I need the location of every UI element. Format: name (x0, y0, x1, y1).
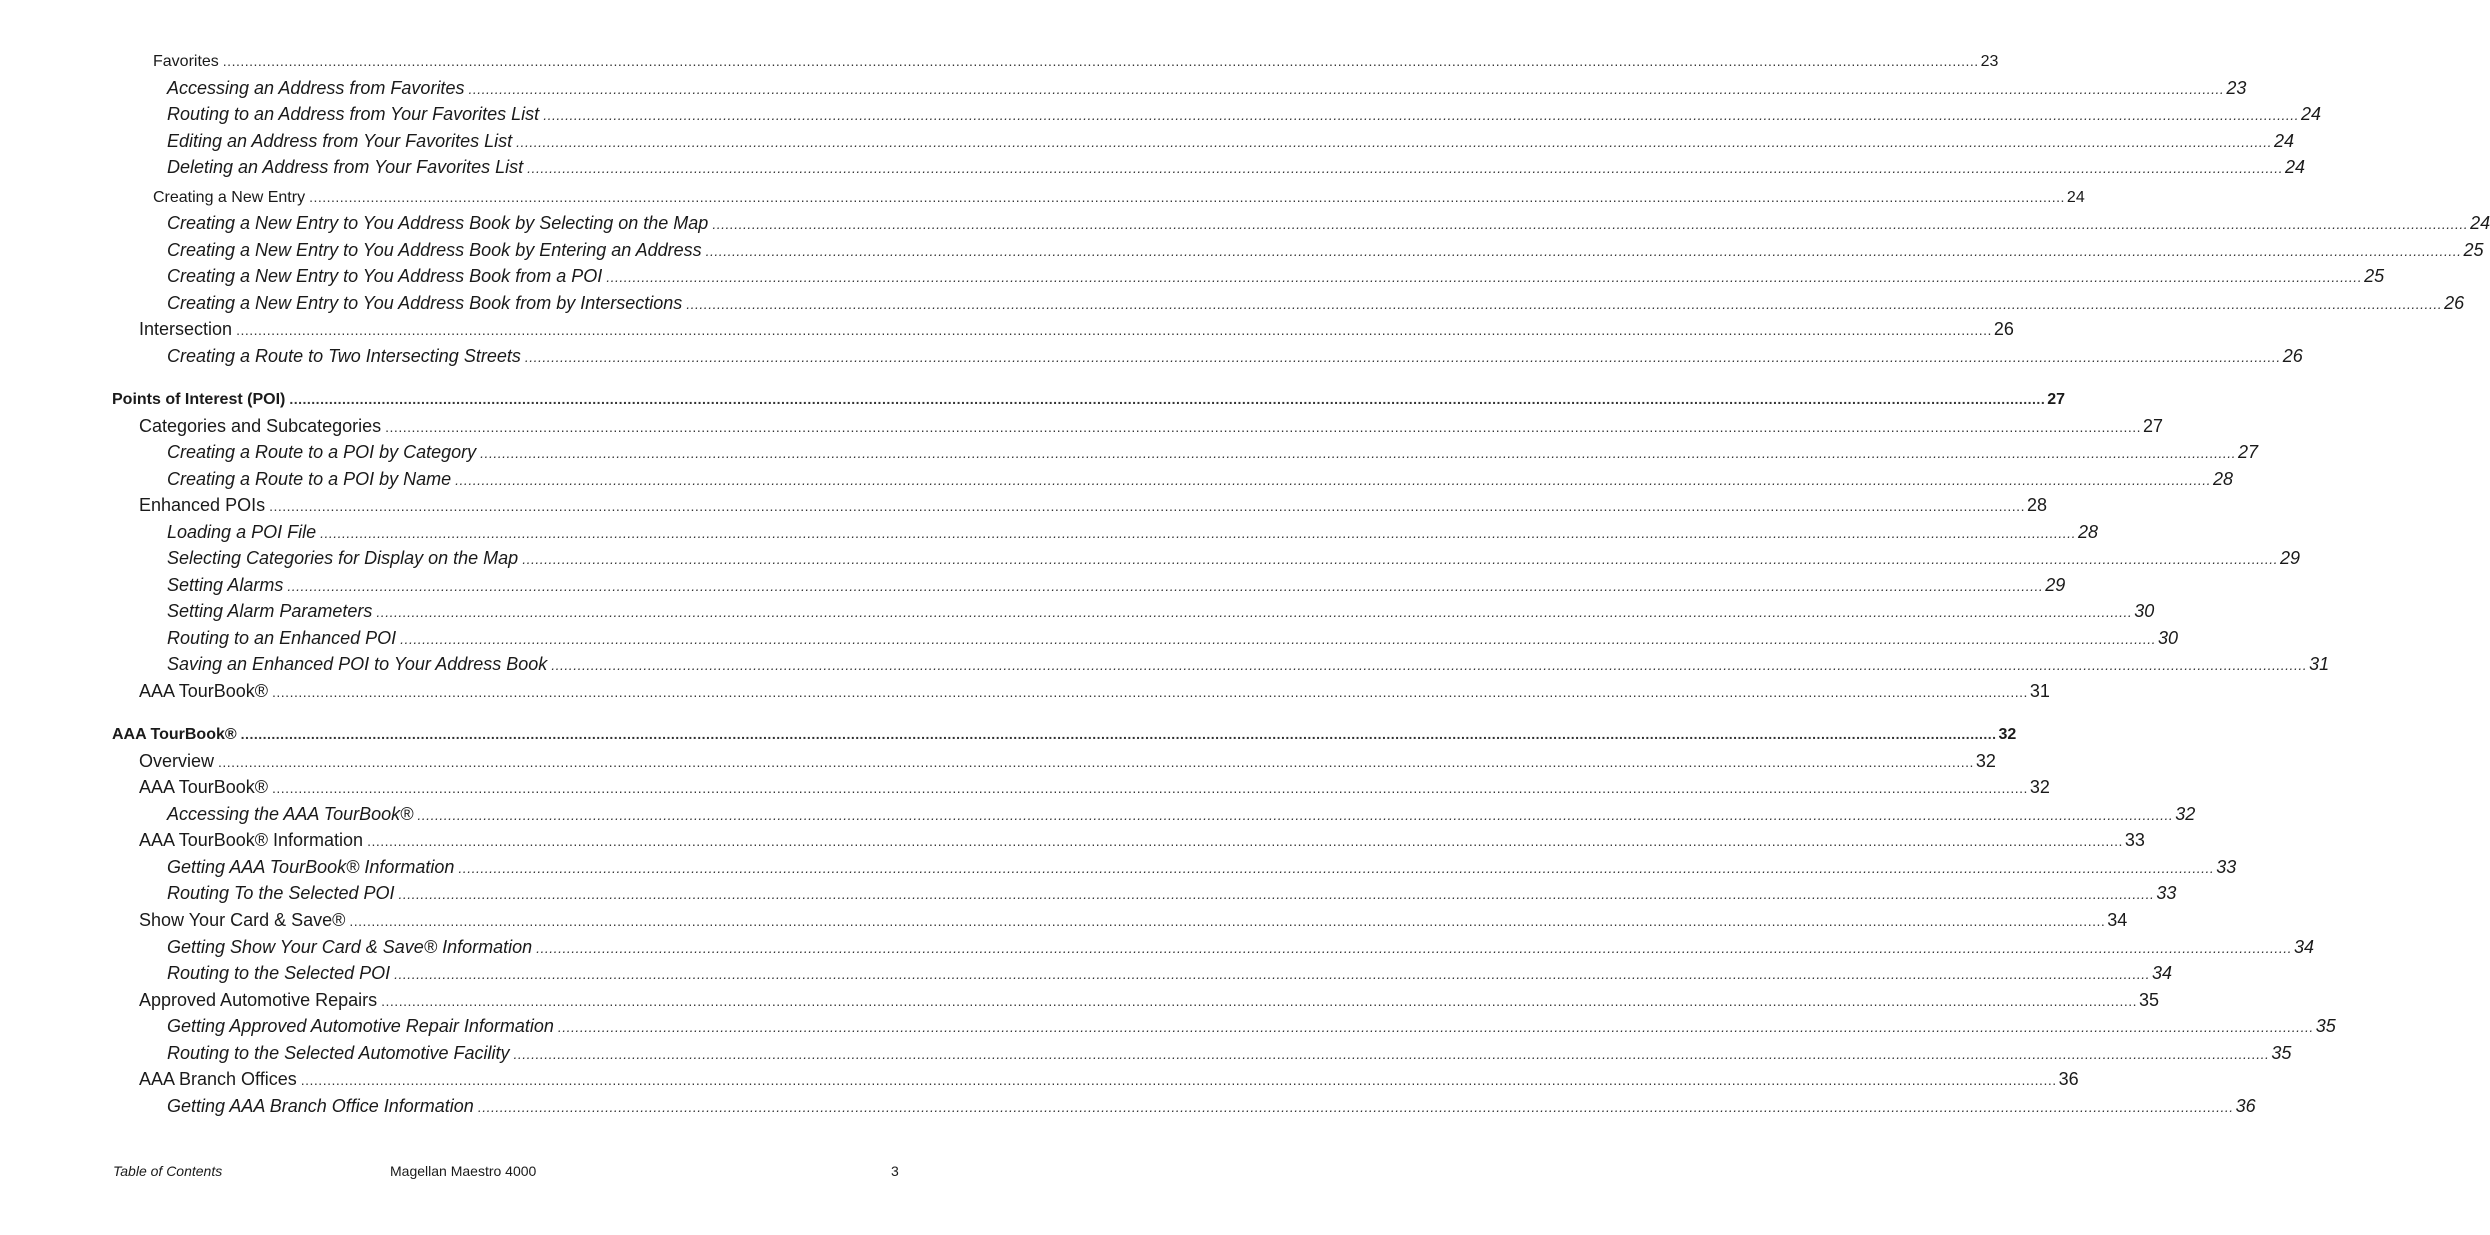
toc-entry-page-number: 35 (2271, 1043, 2292, 1063)
toc-entry-page-number: 35 (2139, 990, 2160, 1010)
toc-entry-page-number: 27 (2238, 442, 2259, 462)
toc-entry[interactable] (139, 317, 2014, 342)
toc-entry-page-number: 32 (1975, 751, 1996, 771)
toc-entry-page-number: 26 (2444, 293, 2465, 313)
dot-leader: ................................................................................................................................................................................................................................................................................................................................................................................................................ (349, 913, 2106, 929)
dot-leader: ................................................................................................................................................................................................................................................................................................................................................................................................................ (606, 269, 2363, 285)
dot-leader: ................................................................................................................................................................................................................................................................................................................................................................................................................ (222, 53, 1979, 69)
toc-entry-page-number: 28 (2213, 469, 2234, 489)
toc-entry-title: Routing to an Address from Your Favorites List (167, 104, 540, 124)
toc-entry[interactable] (167, 291, 2465, 316)
toc-entry[interactable] (112, 722, 2017, 747)
dot-leader: ................................................................................................................................................................................................................................................................................................................................................................................................................ (289, 391, 2046, 407)
toc-entry-page-number: 24 (2470, 213, 2490, 233)
toc-entry[interactable] (153, 49, 1999, 74)
toc-entry-page-number: 24 (2285, 157, 2306, 177)
toc-entry[interactable] (167, 626, 2179, 651)
dot-leader: ................................................................................................................................................................................................................................................................................................................................................................................................................ (376, 604, 2133, 620)
dot-leader: ................................................................................................................................................................................................................................................................................................................................................................................................................ (218, 754, 1974, 770)
toc-entry-title: AAA TourBook® (112, 726, 237, 743)
toc-entry[interactable] (167, 599, 2155, 624)
toc-entry-title: Creating a Route to a POI by Category (167, 442, 477, 462)
toc-entry-title: Approved Automotive Repairs (139, 990, 378, 1010)
dot-leader: ................................................................................................................................................................................................................................................................................................................................................................................................................ (400, 631, 2157, 647)
toc-entry[interactable] (167, 467, 2234, 492)
toc-entry-page-number: 27 (2143, 416, 2164, 436)
toc-entry-page-number: 23 (2226, 78, 2247, 98)
toc-entry[interactable] (167, 211, 2490, 236)
toc-entry-title: Creating a New Entry to You Address Book by Entering an Address (167, 240, 702, 260)
toc-entry-page-number: 24 (2066, 189, 2085, 206)
toc-entry-title: Getting AAA TourBook® Information (167, 857, 455, 877)
toc-entry-page-number: 31 (2309, 654, 2330, 674)
toc-entry-page-number: 34 (2107, 910, 2128, 930)
toc-entry-page-number: 36 (2235, 1096, 2256, 1116)
toc-entry[interactable] (167, 1094, 2256, 1119)
toc-entry-title: Show Your Card & Save® (139, 910, 346, 930)
toc-entry-page-number: 29 (2280, 548, 2301, 568)
toc-entry-title: AAA Branch Offices (139, 1069, 297, 1089)
toc-entry-title: Accessing an Address from Favorites (167, 78, 465, 98)
dot-leader: ................................................................................................................................................................................................................................................................................................................................................................................................................ (480, 445, 2237, 461)
toc-entry-page-number: 30 (2134, 601, 2155, 621)
dot-leader: ................................................................................................................................................................................................................................................................................................................................................................................................................ (272, 684, 2028, 700)
toc-entry-page-number: 26 (1993, 319, 2014, 339)
toc-entry-title: Routing to the Selected POI (167, 963, 391, 983)
toc-entry-page-number: 30 (2158, 628, 2179, 648)
toc-entry[interactable] (167, 652, 2330, 677)
toc-entry-title: Categories and Subcategories (139, 416, 382, 436)
toc-entry-title: Routing To the Selected POI (167, 883, 395, 903)
toc-entry-page-number: 35 (2315, 1016, 2336, 1036)
dot-leader: ................................................................................................................................................................................................................................................................................................................................................................................................................ (477, 1099, 2234, 1115)
dot-leader: ................................................................................................................................................................................................................................................................................................................................................................................................................ (455, 472, 2212, 488)
toc-entry[interactable] (139, 679, 2050, 704)
toc-entry-title: Intersection (139, 319, 233, 339)
toc-entry[interactable] (139, 749, 1996, 774)
toc-entry-title: Editing an Address from Your Favorites List (167, 131, 513, 151)
toc-entry[interactable] (139, 493, 2047, 518)
toc-entry[interactable] (167, 129, 2295, 154)
dot-leader: ................................................................................................................................................................................................................................................................................................................................................................................................................ (269, 498, 2025, 514)
toc-entry-title: Setting Alarms (167, 575, 284, 595)
toc-entry-title: Overview (139, 751, 215, 771)
toc-entry[interactable] (167, 102, 2322, 127)
dot-leader: ................................................................................................................................................................................................................................................................................................................................................................................................................ (543, 107, 2300, 123)
dot-leader: ................................................................................................................................................................................................................................................................................................................................................................................................................ (712, 216, 2469, 232)
toc-entry[interactable] (167, 573, 2066, 598)
dot-leader: ................................................................................................................................................................................................................................................................................................................................................................................................................ (516, 134, 2273, 150)
toc-entry-page-number: 25 (2364, 266, 2385, 286)
toc-entry-page-number: 33 (2156, 883, 2177, 903)
toc-entry[interactable] (167, 264, 2385, 289)
toc-entry-page-number: 25 (2463, 240, 2484, 260)
dot-leader: ................................................................................................................................................................................................................................................................................................................................................................................................................ (551, 657, 2308, 673)
dot-leader: ................................................................................................................................................................................................................................................................................................................................................................................................................ (536, 940, 2292, 956)
dot-leader: ................................................................................................................................................................................................................................................................................................................................................................................................................ (394, 966, 2150, 982)
toc-entry-title: Favorites (153, 53, 219, 70)
toc-entry[interactable] (139, 775, 2050, 800)
toc-entry-page-number: 28 (2077, 522, 2098, 542)
footer-product-name: Magellan Maestro 4000 (390, 1163, 537, 1179)
toc-entry-page-number: 24 (2301, 104, 2322, 124)
toc-entry-title: Getting AAA Branch Office Information (167, 1096, 474, 1116)
toc-entry[interactable] (139, 828, 2145, 853)
dot-leader: ................................................................................................................................................................................................................................................................................................................................................................................................................ (468, 81, 2225, 97)
footer-page-number: 3 (891, 1163, 899, 1179)
dot-leader: ................................................................................................................................................................................................................................................................................................................................................................................................................ (513, 1046, 2270, 1062)
toc-entry-title: Creating a New Entry to You Address Book from a POI (167, 266, 603, 286)
toc-entry[interactable] (167, 961, 2173, 986)
toc-entry[interactable] (167, 76, 2247, 101)
dot-leader: ................................................................................................................................................................................................................................................................................................................................................................................................................ (320, 525, 2076, 541)
toc-entry-page-number: 29 (2045, 575, 2066, 595)
toc-entry-page-number: 31 (2029, 681, 2050, 701)
toc-entry-title: Selecting Categories for Display on the Map (167, 548, 519, 568)
dot-leader: ................................................................................................................................................................................................................................................................................................................................................................................................................ (527, 160, 2284, 176)
toc-entry[interactable] (167, 855, 2237, 880)
toc-entry-page-number: 23 (1980, 53, 1999, 70)
toc-entry-title: Setting Alarm Parameters (167, 601, 373, 621)
toc-entry-page-number: 32 (2029, 777, 2050, 797)
toc-entry[interactable] (153, 185, 2085, 210)
toc-entry-title: Enhanced POIs (139, 495, 266, 515)
toc-entry[interactable] (139, 988, 2160, 1013)
toc-entry[interactable] (112, 387, 2065, 412)
toc-entry[interactable] (167, 238, 2484, 263)
toc-entry-title: Getting Show Your Card & Save® Information (167, 937, 533, 957)
toc-entry[interactable] (167, 802, 2196, 827)
dot-leader: ................................................................................................................................................................................................................................................................................................................................................................................................................ (240, 726, 1997, 742)
dot-leader: ................................................................................................................................................................................................................................................................................................................................................................................................................ (458, 860, 2215, 876)
toc-entry-page-number: 32 (1998, 726, 2017, 743)
toc-entry-title: AAA TourBook® Information (139, 830, 364, 850)
toc-entry-page-number: 27 (2047, 391, 2065, 408)
dot-leader: ................................................................................................................................................................................................................................................................................................................................................................................................................ (686, 296, 2443, 312)
toc-entry[interactable] (167, 935, 2315, 960)
toc-entry-title: AAA TourBook® (139, 777, 269, 797)
dot-leader: ................................................................................................................................................................................................................................................................................................................................................................................................................ (524, 349, 2281, 365)
footer-section-title: Table of Contents (113, 1163, 223, 1179)
toc-entry[interactable] (139, 1067, 2079, 1092)
toc-entry[interactable] (167, 1014, 2336, 1039)
toc-entry[interactable] (167, 881, 2177, 906)
toc-entry[interactable] (167, 344, 2303, 369)
toc-entry-title: Creating a Route to Two Intersecting Streets (167, 346, 521, 366)
toc-entry[interactable] (167, 155, 2306, 180)
toc-entry-page-number: 28 (2026, 495, 2047, 515)
dot-leader: ................................................................................................................................................................................................................................................................................................................................................................................................................ (705, 243, 2462, 259)
toc-entry-title: Creating a New Entry to You Address Book by Selecting on the Map (167, 213, 709, 233)
toc-entry-title: Getting Approved Automotive Repair Information (167, 1016, 554, 1036)
toc-entry-title: Loading a POI File (167, 522, 317, 542)
toc-entry-page-number: 26 (2282, 346, 2303, 366)
toc-entry-title: Routing to an Enhanced POI (167, 628, 397, 648)
toc-entry-page-number: 33 (2124, 830, 2145, 850)
dot-leader: ................................................................................................................................................................................................................................................................................................................................................................................................................ (557, 1019, 2314, 1035)
toc-entry-page-number: 32 (2175, 804, 2196, 824)
toc-entry[interactable] (167, 546, 2301, 571)
toc-entry-title: Points of Interest (POI) (112, 391, 286, 408)
toc-entry[interactable] (167, 520, 2098, 545)
toc-entry-page-number: 24 (2274, 131, 2295, 151)
dot-leader: ................................................................................................................................................................................................................................................................................................................................................................................................................ (398, 886, 2155, 902)
toc-entry[interactable] (139, 908, 2128, 933)
dot-leader: ................................................................................................................................................................................................................................................................................................................................................................................................................ (236, 322, 1992, 338)
toc-entry-title: Creating a New Entry (153, 189, 306, 206)
toc-entry-title: Accessing the AAA TourBook® (167, 804, 414, 824)
toc-entry-title: Creating a New Entry to You Address Book from by Intersections (167, 293, 683, 313)
toc-entry-title: Routing to the Selected Automotive Facility (167, 1043, 510, 1063)
dot-leader: ................................................................................................................................................................................................................................................................................................................................................................................................................ (522, 551, 2279, 567)
toc-entry-page-number: 34 (2293, 937, 2315, 957)
toc-entry-page-number: 36 (2058, 1069, 2079, 1089)
dot-leader: ................................................................................................................................................................................................................................................................................................................................................................................................................ (417, 807, 2174, 823)
dot-leader: ................................................................................................................................................................................................................................................................................................................................................................................................................ (300, 1072, 2057, 1088)
toc-entry-page-number: 33 (2216, 857, 2237, 877)
toc-entry-title: AAA TourBook® (139, 681, 269, 701)
dot-leader: ................................................................................................................................................................................................................................................................................................................................................................................................................ (367, 833, 2123, 849)
dot-leader: ................................................................................................................................................................................................................................................................................................................................................................................................................ (272, 780, 2028, 796)
toc-entry[interactable] (167, 440, 2259, 465)
toc-entry-title: Deleting an Address from Your Favorites List (167, 157, 524, 177)
dot-leader: ................................................................................................................................................................................................................................................................................................................................................................................................................ (385, 419, 2142, 435)
dot-leader: ................................................................................................................................................................................................................................................................................................................................................................................................................ (287, 578, 2044, 594)
toc-entry[interactable] (139, 414, 2164, 439)
toc-entry[interactable] (167, 1041, 2292, 1066)
dot-leader: ................................................................................................................................................................................................................................................................................................................................................................................................................ (381, 993, 2137, 1009)
toc-entry-title: Creating a Route to a POI by Name (167, 469, 452, 489)
toc-entry-title: Saving an Enhanced POI to Your Address Book (167, 654, 548, 674)
dot-leader: ................................................................................................................................................................................................................................................................................................................................................................................................................ (309, 189, 2065, 205)
toc-entry-page-number: 34 (2152, 963, 2173, 983)
